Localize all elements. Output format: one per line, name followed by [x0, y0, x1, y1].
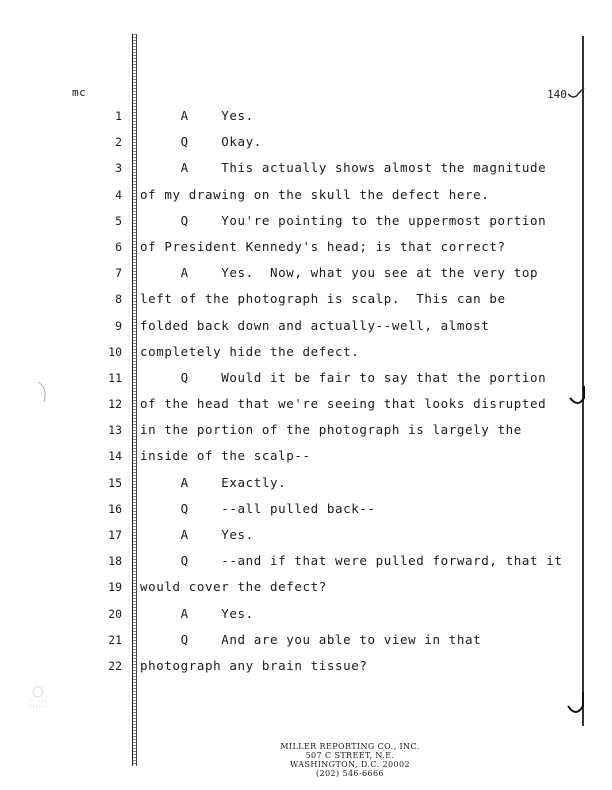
- right-margin-rule: [582, 36, 584, 726]
- line-number: 3: [115, 161, 122, 176]
- scan-artifact-icon: [26, 686, 50, 712]
- transcript-line: A Yes.: [140, 527, 254, 542]
- reporter-city: WASHINGTON, D.C. 20002: [290, 760, 410, 769]
- line-number: 11: [108, 370, 122, 385]
- transcript-line: A Yes.: [140, 605, 254, 621]
- line-number: 15: [108, 475, 122, 490]
- transcript-line: A This actually shows almost the magnitude: [140, 160, 547, 176]
- transcript-line: Q Would it be fair to say that the portion: [140, 369, 547, 385]
- transcript-line: photograph any brain tissue?: [140, 657, 368, 673]
- reporter-street: 507 C STREET, N.E.: [305, 751, 395, 760]
- binder-hook-icon: [568, 384, 592, 412]
- page-number: 140: [547, 88, 567, 101]
- binder-hook-icon: [566, 690, 590, 720]
- line-number: 5: [115, 213, 122, 228]
- line-number: 6: [115, 239, 122, 254]
- transcript-line: Q You're pointing to the uppermost portion: [140, 212, 547, 228]
- transcript-line: completely hide the defect.: [140, 343, 360, 359]
- left-margin-rule: [132, 34, 137, 766]
- reporter-company: MILLER REPORTING CO., INC.: [280, 742, 420, 751]
- transcript-text: [140, 106, 570, 682]
- transcript-line: of the head that we're seeing that looks disrupted: [140, 396, 547, 412]
- line-number: 8: [115, 292, 122, 307]
- line-number: 18: [108, 554, 122, 569]
- line-number: 13: [108, 423, 122, 438]
- line-number: 22: [108, 658, 122, 673]
- line-number: 10: [108, 344, 122, 359]
- line-number-column: [96, 106, 122, 682]
- transcript-line: in the portion of the photograph is largely the: [140, 422, 522, 438]
- scan-artifact-icon: [34, 380, 54, 406]
- line-number: 9: [115, 318, 122, 333]
- line-number: 2: [115, 135, 122, 150]
- line-number: 17: [108, 528, 122, 542]
- line-number: 12: [108, 397, 122, 412]
- transcript-line: of my drawing on the skull the defect here.: [140, 186, 490, 202]
- line-number: 20: [108, 606, 122, 621]
- line-number: 14: [108, 449, 122, 464]
- reporter-footer: [250, 742, 450, 778]
- transcript-line: left of the photograph is scalp. This can be: [140, 291, 506, 307]
- reporter-initials: mc: [72, 86, 87, 99]
- transcript-line: of President Kennedy's head; is that correct?: [140, 238, 506, 254]
- line-number: 1: [115, 109, 122, 123]
- transcript-line: Q --and if that were pulled forward, that it: [140, 553, 563, 569]
- transcript-line: Q --all pulled back--: [140, 500, 376, 516]
- line-number: 16: [108, 501, 122, 516]
- transcript-line: A Yes.: [140, 108, 254, 123]
- line-number: 21: [108, 632, 122, 647]
- transcript-line: folded back down and actually--well, almost: [140, 317, 490, 333]
- transcript-line: inside of the scalp--: [140, 448, 311, 464]
- line-number: 7: [115, 266, 122, 281]
- transcript-line: A Exactly.: [140, 474, 287, 490]
- line-number: 4: [115, 187, 122, 202]
- transcript-line: Q Okay.: [140, 134, 262, 150]
- reporter-phone: (202) 546-6666: [316, 769, 384, 778]
- transcript-line: Q And are you able to view in that: [140, 631, 482, 647]
- transcript-line: would cover the defect?: [140, 579, 327, 595]
- line-number: 19: [108, 580, 122, 595]
- transcript-line: A Yes. Now, what you see at the very top: [140, 265, 539, 281]
